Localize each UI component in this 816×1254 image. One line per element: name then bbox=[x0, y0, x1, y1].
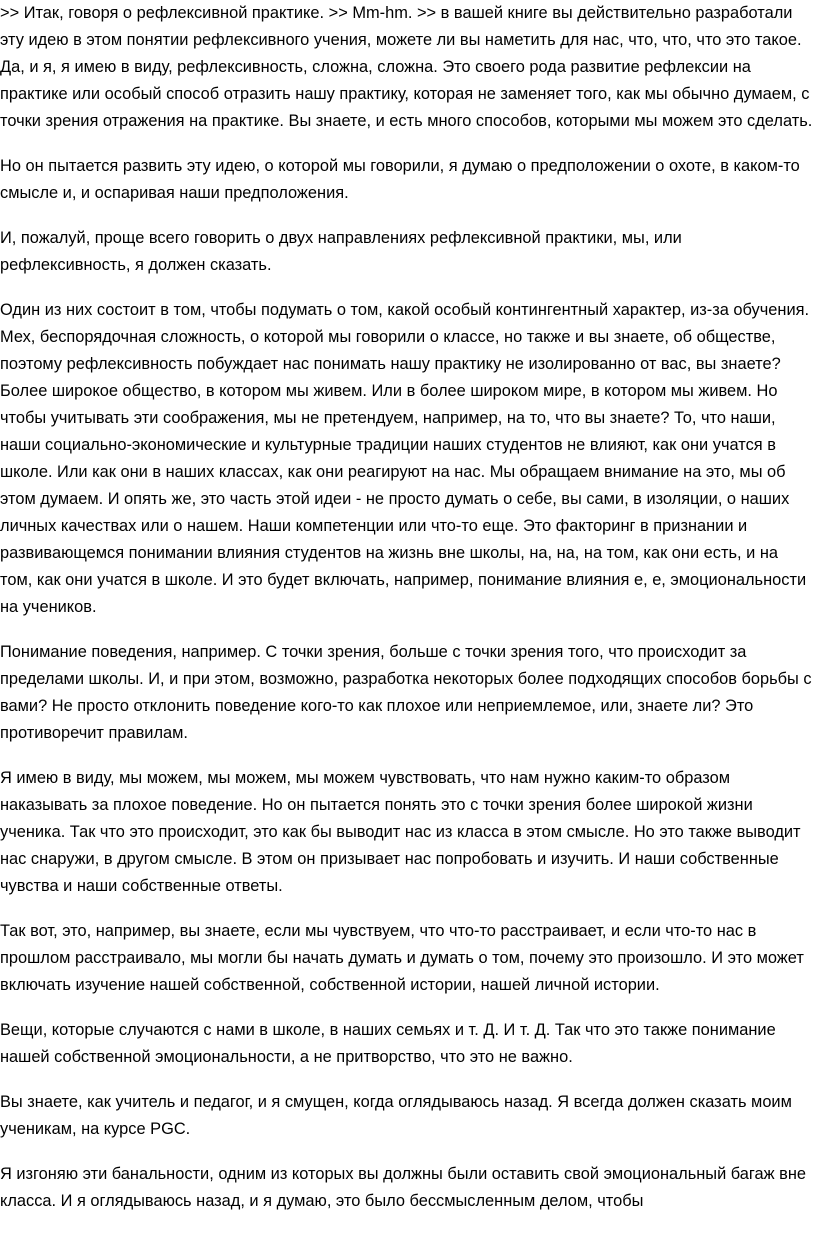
paragraph-6: Я имею в виду, мы можем, мы можем, мы можем чувствовать, что нам нужно каким-то образом наказывать за плохое поведение. Но он пытается понять это с точки зрения более широкой жизни ученика. Так что это происходит, это как бы выводит нас из класса в этом смысле. Но это также выводит нас снаружи, в другом смысле. В этом он призывает нас попробовать и изучить. И наши собственные чувства и наши собственные ответы. bbox=[0, 769, 801, 895]
paragraph-4: Один из них состоит в том, чтобы подумать о том, какой особый контингентный характер, из-за обучения. Мех, беспорядочная сложность, о которой мы говорили о классе, но также и вы знаете, об обществе, поэтому рефлексивность побуждает нас понимать нашу практику не изолированно от вас, вы знаете? Более широкое общество, в котором мы живем. Или в более широком мире, в котором мы живем. Но чтобы учитывать эти соображения, мы не претендуем, например, на то, что вы знаете? То, что наши, наши социально-экономические и культурные традиции наших студентов не влияют, как они учатся в школе. Или как они в наших классах, как они реагируют на нас. Мы обращаем внимание на это, мы об этом думаем. И опять же, это часть этой идеи - не просто думать о себе, вы сами, в изоляции, о наших личных качествах или о нашем. Наши компетенции или что-то еще. Это факторинг в признании и развивающемся понимании влияния студентов на жизнь вне школы, на, на, на том, как они есть, и на том, как они учатся в школе. И это будет включать, например, понимание влияния е, е, эмоциональности на учеников. bbox=[0, 301, 810, 616]
paragraph-3: И, пожалуй, проще всего говорить о двух направлениях рефлексивной практики, мы, или рефлексивность, я должен сказать. bbox=[0, 229, 682, 274]
paragraph-5: Понимание поведения, например. С точки зрения, больше с точки зрения того, что происходит за пределами школы. И, и при этом, возможно, разработка некоторых более подходящих способов борьбы с вами? Не просто отклонить поведение кого-то как плохое или неприемлемое, или, знаете ли? Это противоречит правилам. bbox=[0, 643, 812, 742]
paragraph-8: Вещи, которые случаются с нами в школе, в наших семьях и т. Д. И т. Д. Так что это также понимание нашей собственной эмоциональности, а не притворство, что это не важно. bbox=[0, 1021, 776, 1066]
paragraph-10: Я изгоняю эти банальности, одним из которых вы должны были оставить свой эмоциональный багаж вне класса. И я оглядываюсь назад, и я думаю, это было бессмысленным делом, чтобы bbox=[0, 1165, 807, 1210]
paragraph-7: Так вот, это, например, вы знаете, если мы чувствуем, что что-то расстраивает, и если что-то нас в прошлом расстраивало, мы могли бы начать думать и думать о том, почему это произошло. И это может включать изучение нашей собственной, собственной истории, нашей личной истории. bbox=[0, 922, 804, 994]
paragraph-1: >> Итак, говоря о рефлексивной практике. >> Mm-hm. >> в вашей книге вы действительно разработали эту идею в этом понятии рефлексивного учения, можете ли вы наметить для нас, что, что, что это такое. Да, и я, я имею в виду, рефлексивность, сложна, сложна. Это своего рода развитие рефлексии на практике или особый способ отразить нашу практику, которая не заменяет того, как мы обычно думаем, с точки зрения отражения на практике. Вы знаете, и есть много способов, которыми мы можем это сделать. bbox=[0, 4, 813, 130]
paragraph-2: Но он пытается развить эту идею, о которой мы говорили, я думаю о предположении о охоте, в каком-то смысле и, и оспаривая наши предположения. bbox=[0, 157, 800, 202]
paragraph-9: Вы знаете, как учитель и педагог, и я смущен, когда оглядываюсь назад. Я всегда должен сказать моим ученикам, на курсе PGC. bbox=[0, 1093, 792, 1138]
